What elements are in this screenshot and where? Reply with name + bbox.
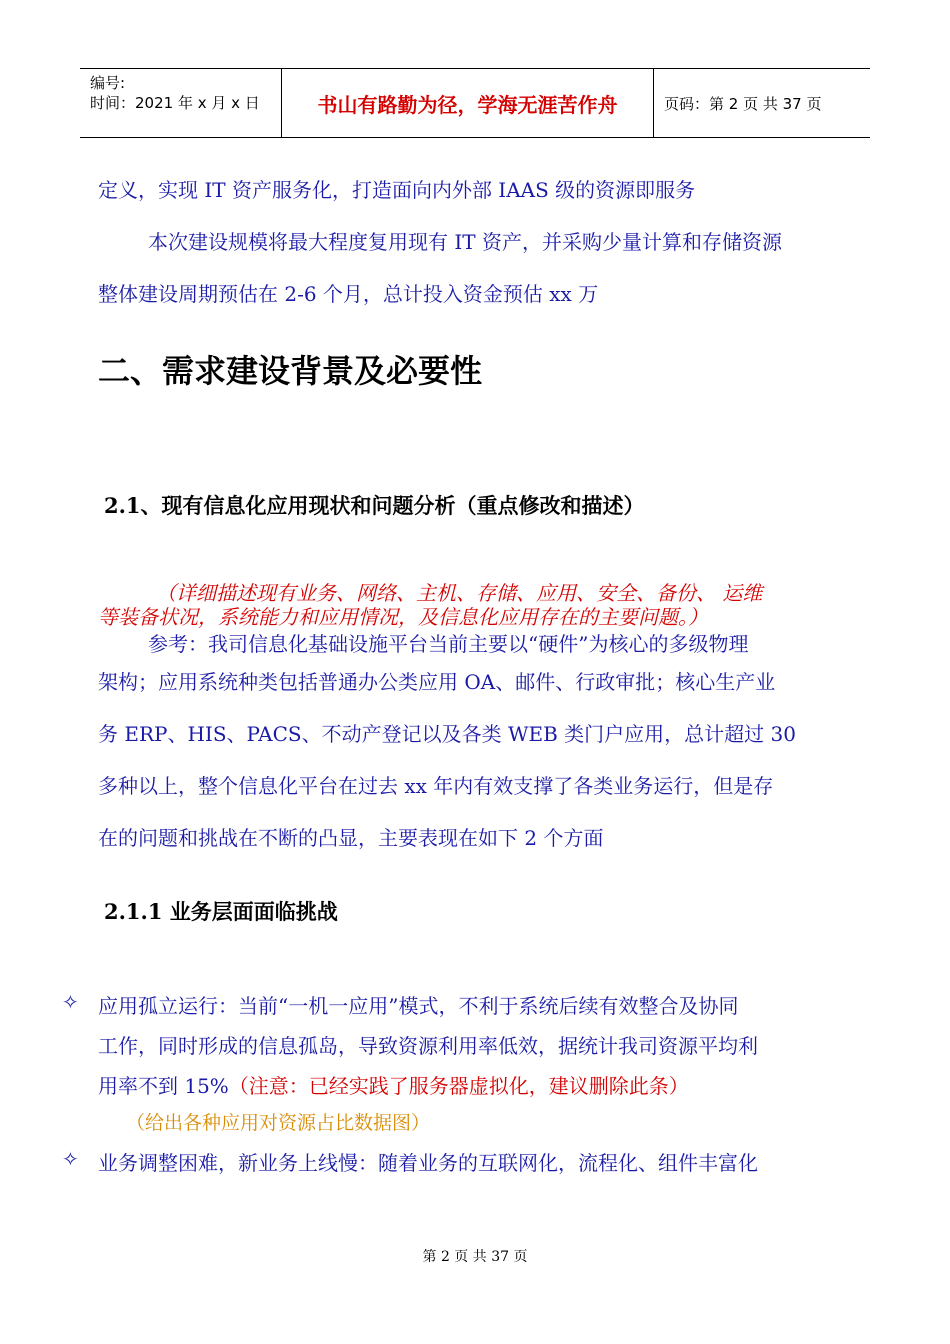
- paragraph-line: 多种以上，整个信息化平台在过去 xx 年内有效支撑了各类业务运行，但是存: [98, 774, 774, 798]
- page-footer: 第 2 页 共 37 页: [422, 1249, 528, 1265]
- paragraph-line: 本次建设规模将最大程度复用现有 IT 资产，并采购少量计算和存储资源: [148, 230, 782, 254]
- paragraph-line: 参考：我司信息化基础设施平台当前主要以“硬件”为核心的多级物理: [148, 632, 749, 656]
- document-number-label: 编号:: [90, 74, 126, 92]
- bullet-text-line: 业务调整困难，新业务上线慢：随着业务的互联网化，流程化、组件丰富化: [98, 1151, 758, 1175]
- bullet-text-line: 工作，同时形成的信息孤岛，导致资源利用率低效，据统计我司资源平均利: [98, 1034, 758, 1058]
- header-table: [80, 68, 870, 138]
- subsection-heading: 2.1、现有信息化应用现状和问题分析（重点修改和描述）: [104, 493, 645, 518]
- header-motto: 书山有路勤为径，学海无涯苦作舟: [282, 69, 654, 137]
- bullet-text-line: [98, 1070, 689, 1099]
- bullet-text-segment: 用率不到 15%: [98, 1074, 229, 1098]
- bullet-text-line: 应用孤立运行：当前“一机一应用”模式，不利于系统后续有效整合及协同: [98, 994, 739, 1018]
- bullet-diamond-icon: ✧: [62, 1147, 79, 1171]
- editor-note-line: （给出各种应用对资源占比数据图）: [126, 1112, 431, 1134]
- editor-note-line: （详细描述现有业务、网络、主机、存储、应用、安全、备份、 运维: [156, 581, 763, 605]
- section-heading: 二、需求建设背景及必要性: [98, 352, 483, 390]
- paragraph-line: 整体建设周期预估在 2-6 个月，总计投入资金预估 xx 万: [98, 282, 599, 306]
- paragraph-line: 务 ERP、HIS、PACS、不动产登记以及各类 WEB 类门户应用，总计超过 30: [98, 722, 796, 746]
- editor-note-line: 等装备状况，系统能力和应用情况，及信息化应用存在的主要问题。）: [98, 605, 708, 629]
- bullet-diamond-icon: ✧: [62, 990, 79, 1014]
- paragraph-line: 在的问题和挑战在不断的凸显，主要表现在如下 2 个方面: [98, 826, 604, 850]
- header-left-cell: [80, 69, 282, 137]
- subsubsection-heading: 2.1.1 业务层面面临挑战: [104, 899, 338, 924]
- paragraph-line: 定义，实现 IT 资产服务化，打造面向内外部 IAAS 级的资源即服务: [98, 178, 696, 202]
- paragraph-line: 架构；应用系统种类包括普通办公类应用 OA、邮件、行政审批；核心生产业: [98, 670, 776, 694]
- editor-note-inline: （注意：已经实践了服务器虚拟化，建议删除此条）: [228, 1074, 689, 1098]
- document-time-label: 时间：2021 年 x 月 x 日: [90, 94, 260, 112]
- header-page-info: 页码：第 2 页 共 37 页: [664, 94, 822, 113]
